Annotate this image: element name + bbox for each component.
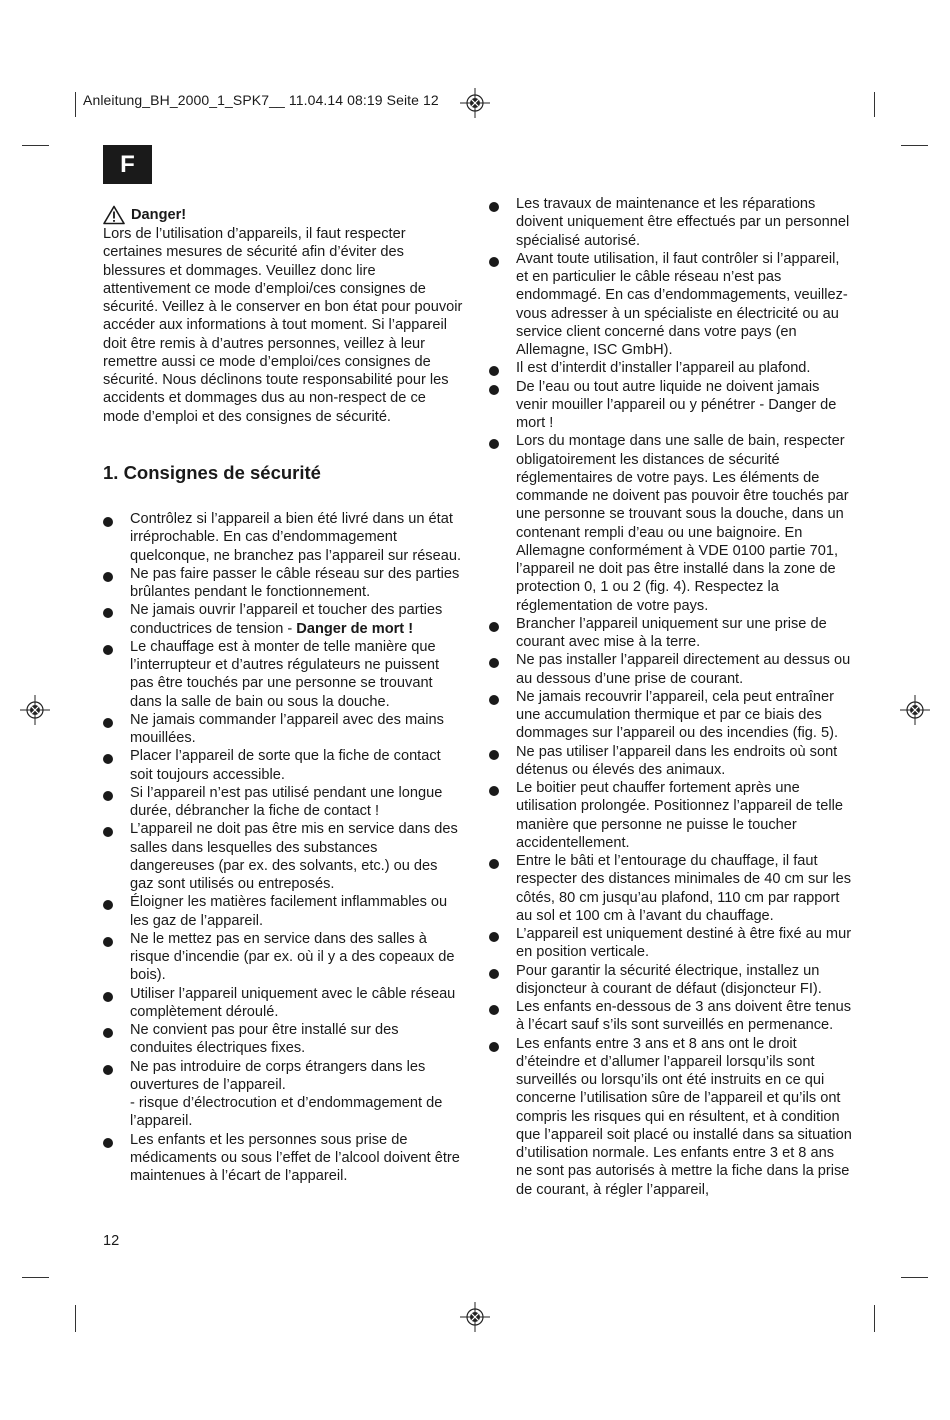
list-item-text: Ne jamais ouvrir l’appareil et toucher des parties conductrices de tension - (130, 602, 443, 637)
left-column (103, 205, 463, 1185)
list-item: Ne le mettez pas en service dans des salles à risque d’incendie (par ex. où il y a des copeaux de bois). (103, 930, 463, 985)
list-item: Placer l’appareil de sorte que la fiche de contact soit toujours accessible. (103, 747, 463, 784)
language-tab: F (103, 145, 152, 184)
list-item: Le chauffage est à monter de telle manière que l’interrupteur et d’autres régulateurs ne puissent pas être touchés par une personne se trouvant dans la salle de bain ou sous la douche. (103, 638, 463, 711)
list-item: Ne jamais commander l’appareil avec des mains mouillées. (103, 711, 463, 748)
danger-title: Danger! (131, 206, 187, 223)
list-item: Ne pas installer l’appareil directement au dessus ou au dessous d’une prise de courant. (489, 651, 854, 688)
warning-triangle-icon (103, 205, 125, 225)
list-item: Il est d’interdit d’installer l’appareil au plafond. (489, 359, 854, 377)
crop-mark (901, 1277, 928, 1278)
list-item: Ne convient pas pour être installé sur des conduites électriques fixes. (103, 1021, 463, 1058)
list-item: Ne pas utiliser l’appareil dans les endroits où sont détenus ou élevés des animaux. (489, 743, 854, 780)
list-item: Ne jamais recouvrir l’appareil, cela peut entraîner une accumulation thermique et par ce biais des dommages sur l’appareil ou des incendies (fig. 5). (489, 688, 854, 743)
safety-list-right (489, 195, 854, 1199)
list-item: Si l’appareil n’est pas utilisé pendant une longue durée, débrancher la fiche de contact ! (103, 784, 463, 821)
list-item: Les enfants entre 3 ans et 8 ans ont le droit d’éteindre et d’allumer l’appareil lorsqu’ils sont surveillés ou lorsqu’ils ont été instruits en ce qui concerne l’utilisation sûre de l’appareil et qu’ils ont compris les risques qui en résultent, et à condition que l’appareil soit placé ou installé dans sa situation d’utilisation normale. Les enfants entre 3 et 8 ans ne sont pas autorisés à mettre la fiche dans la prise de courant, à régler l’appareil, (489, 1035, 854, 1199)
list-item: Lors du montage dans une salle de bain, respecter obligatoirement les distances de sécurité réglementaires de votre pays. Les éléments de commande ne doivent pas pouvoir être touchés par une personne se trouvant sous la douche, dans un contenant rempli d’eau ou une baignoire. En Allemagne conformément à VDE 0100 partie 701, l’appareil ne doit pas être installé dans la zone de protection 0, 1 ou 2 (fig. 4). Respectez la réglementation de votre pays. (489, 432, 854, 615)
list-item: L’appareil ne doit pas être mis en service dans des salles dans lesquelles des substances dangereuses (par ex. des solvants, etc.) ou des gaz sont utilisés ou entreposés. (103, 820, 463, 893)
list-item: Le boitier peut chauffer fortement après une utilisation prolongée. Positionnez l’appareil de telle manière que personne ne puisse le toucher accidentellement. (489, 779, 854, 852)
crop-mark (874, 92, 875, 117)
crop-mark (75, 92, 76, 117)
danger-of-death-label: Danger de mort ! (296, 620, 414, 637)
list-item: L’appareil est uniquement destiné à être fixé au mur en position verticale. (489, 925, 854, 962)
registration-mark-icon (900, 695, 930, 725)
registration-mark-icon (460, 1302, 490, 1332)
list-item-subtext: - risque d’électrocution et d’endommagement de l’appareil. (130, 1095, 443, 1130)
list-item: De l’eau ou tout autre liquide ne doivent jamais venir mouiller l’appareil ou y pénétrer - Danger de mort ! (489, 378, 854, 433)
danger-heading (103, 205, 463, 225)
list-item: Ne pas faire passer le câble réseau sur des parties brûlantes pendant le fonctionnement. (103, 565, 463, 602)
safety-list-left (103, 510, 463, 1185)
list-item: Entre le bâti et l’entourage du chauffage, il faut respecter des distances minimales de 40 cm sur les côtés, 80 cm jusqu’au plafond, 110 cm par rapport au sol et 100 cm à l’avant du chauffage. (489, 852, 854, 925)
print-header: Anleitung_BH_2000_1_SPK7__ 11.04.14 08:19 Seite 12 (83, 92, 439, 108)
crop-mark (22, 145, 49, 146)
list-item: Avant toute utilisation, il faut contrôler si l’appareil, et en particulier le câble réseau n’est pas endommagé. En cas d’endommagements, veuillez-vous adresser à un spécialiste en électricité ou au service client concerné dans votre pays (en Allemagne, ISC GmbH). (489, 250, 854, 360)
right-column (489, 195, 854, 1199)
list-item: Pour garantir la sécurité électrique, installez un disjoncteur à courant de défaut (disjoncteur FI). (489, 962, 854, 999)
crop-mark (874, 1305, 875, 1332)
registration-mark-icon (20, 695, 50, 725)
crop-mark (22, 1277, 49, 1278)
danger-text: Lors de l’utilisation d’appareils, il faut respecter certaines mesures de sécurité afin d’éviter des blessures et dommages. Veuillez donc lire attentivement ce mode d’emploi/ces consignes de sécurité. Veillez à le conserver en bon état pour pouvoir accéder aux informations à tout moment. Si l’appareil doit être remis à d’autres personnes, veillez à leur remettre aussi ce mode d’emploi/ces consignes de sécurité. Nous déclinons toute responsabilité pour les accidents et dommages dus au non-respect de ce mode d’emploi et des consignes de sécurité. (103, 226, 463, 425)
list-item-text: Ne pas introduire de corps étrangers dans les ouvertures de l’appareil. (130, 1058, 426, 1093)
list-item: Les travaux de maintenance et les réparations doivent uniquement être effectués par un personnel spécialisé autorisé. (489, 195, 854, 250)
list-item: Utiliser l’appareil uniquement avec le câble réseau complètement déroulé. (103, 985, 463, 1022)
crop-mark (901, 145, 928, 146)
list-item: Contrôlez si l’appareil a bien été livré dans un état irréprochable. En cas d’endommagement quelconque, ne branchez pas l’appareil sur réseau. (103, 510, 463, 565)
list-item: Les enfants en-dessous de 3 ans doivent être tenus à l’écart sauf s’ils sont surveillés en permenance. (489, 998, 854, 1035)
section-heading: 1. Consignes de sécurité (103, 461, 321, 483)
registration-mark-icon (460, 88, 490, 118)
list-item: Les enfants et les personnes sous prise de médicaments ou sous l’effet de l’alcool doivent être maintenues à l’écart de l’appareil. (103, 1131, 463, 1186)
page-number: 12 (103, 1233, 120, 1249)
list-item: Éloigner les matières facilement inflammables ou les gaz de l’appareil. (103, 893, 463, 930)
list-item (103, 601, 463, 638)
list-item (103, 1058, 463, 1131)
crop-mark (75, 1305, 76, 1332)
list-item: Brancher l’appareil uniquement sur une prise de courant avec mise à la terre. (489, 615, 854, 652)
